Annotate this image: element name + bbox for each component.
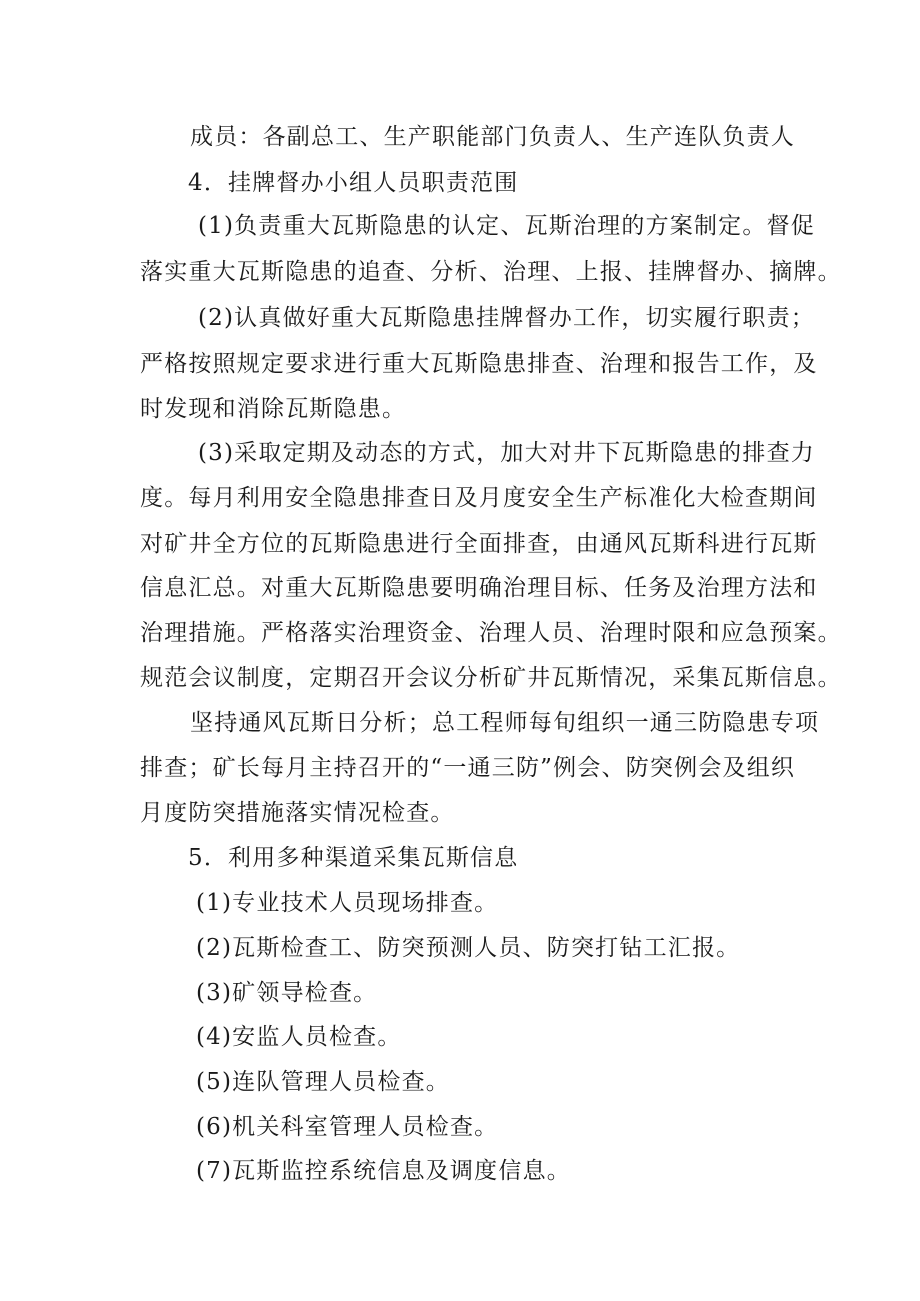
paragraph-3-line-2: 度。每月利用安全隐患排查日及月度安全生产标准化大检查期间 [140, 485, 818, 511]
paragraph-3-line-4: 信息汇总。对重大瓦斯隐患要明确治理目标、任务及治理方法和 [140, 575, 818, 601]
section-5-item: (3)矿领导检查。 [196, 980, 378, 1006]
paragraph-1-line-1: (1)负责重大瓦斯隐患的认定、瓦斯治理的方案制定。督促 [198, 213, 815, 239]
section-4-heading: 4．挂牌督办小组人员职责范围 [188, 170, 519, 196]
paragraph-3-line-6: 规范会议制度，定期召开会议分析矿井瓦斯情况，采集瓦斯信息。 [140, 665, 842, 691]
paragraph-1-line-2: 落实重大瓦斯隐患的追查、分析、治理、上报、挂牌督办、摘牌。 [140, 259, 842, 285]
paragraph-3-line-3: 对矿井全方位的瓦斯隐患进行全面排查，由通风瓦斯科进行瓦斯 [140, 531, 818, 557]
paragraph-3-line-5: 治理措施。严格落实治理资金、治理人员、治理时限和应急预案。 [140, 620, 842, 646]
paragraph-4-line-1: 坚持通风瓦斯日分析；总工程师每旬组织一通三防隐患专项 [190, 710, 820, 736]
members-line: 成员：各副总工、生产职能部门负责人、生产连队负责人 [190, 124, 795, 150]
section-5-item: (6)机关科室管理人员检查。 [196, 1114, 499, 1140]
section-5-item: (7)瓦斯监控系统信息及调度信息。 [196, 1158, 571, 1184]
section-5-item: (2)瓦斯检查工、防突预测人员、防突打钻工汇报。 [196, 935, 741, 961]
paragraph-3-line-1: (3)采取定期及动态的方式，加大对井下瓦斯隐患的排查力 [198, 440, 815, 466]
paragraph-4-line-3: 月度防突措施落实情况检查。 [140, 800, 455, 826]
paragraph-4-line-2: 排查；矿长每月主持召开的“一通三防”例会、防突例会及组织 [140, 755, 796, 781]
section-5-item: (5)连队管理人员检查。 [196, 1069, 450, 1095]
paragraph-2-line-1: (2)认真做好重大瓦斯隐患挂牌督办工作，切实履行职责； [198, 305, 815, 331]
paragraph-2-line-3: 时发现和消除瓦斯隐患。 [140, 396, 407, 422]
section-5-heading: 5．利用多种渠道采集瓦斯信息 [188, 845, 519, 871]
paragraph-2-line-2: 严格按照规定要求进行重大瓦斯隐患排查、治理和报告工作，及 [140, 351, 818, 377]
section-5-item: (1)专业技术人员现场排查。 [196, 890, 499, 916]
section-5-item: (4)安监人员检查。 [196, 1024, 402, 1050]
